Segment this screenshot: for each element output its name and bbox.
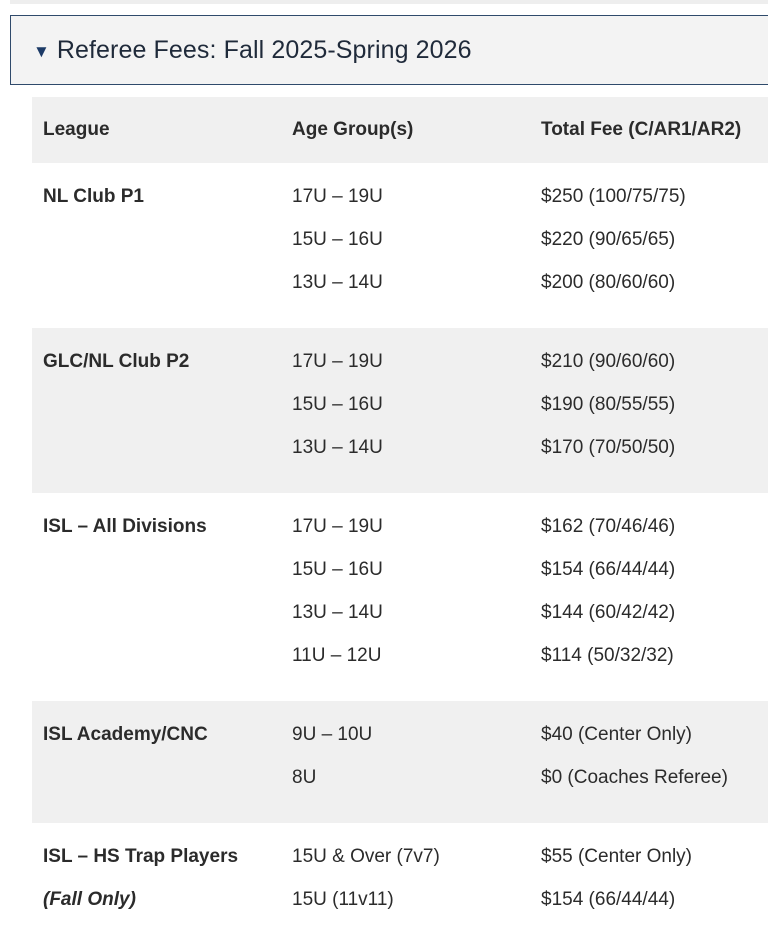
fee-cell: $40 (Center Only) (541, 724, 693, 745)
table-group (32, 823, 768, 945)
table-row (32, 842, 768, 885)
table-row (32, 641, 768, 684)
fee-cell: $200 (80/60/60) (541, 272, 676, 293)
fee-cell: $190 (80/55/55) (541, 394, 676, 415)
fee-cell: $220 (90/65/65) (541, 229, 676, 250)
table-group (32, 328, 768, 493)
top-divider (10, 0, 768, 4)
fee-cell: $144 (60/42/42) (541, 602, 676, 623)
league-name: GLC/NL Club P2 (43, 351, 190, 372)
table-row (32, 885, 768, 928)
league-note: (Fall Only) (43, 889, 136, 910)
table-row (32, 182, 768, 225)
table-row (32, 555, 768, 598)
table-row (32, 433, 768, 476)
age-group-cell: 11U – 12U (292, 645, 382, 666)
fee-cell: $154 (66/44/44) (541, 559, 676, 580)
age-group-cell: 15U & Over (7v7) (292, 846, 440, 867)
table-row (32, 512, 768, 555)
fee-cell: $154 (66/44/44) (541, 889, 676, 910)
fee-cell: $210 (90/60/60) (541, 351, 676, 372)
table-row (32, 763, 768, 806)
league-name: NL Club P1 (43, 186, 144, 207)
age-group-cell: 15U (11v11) (292, 889, 394, 910)
table-row (32, 268, 768, 311)
table-row (32, 390, 768, 433)
age-group-cell: 13U – 14U (292, 272, 383, 293)
fee-cell: $114 (50/32/32) (541, 645, 674, 666)
table-row (32, 598, 768, 641)
fee-cell: $55 (Center Only) (541, 846, 693, 867)
age-group-cell: 17U – 19U (292, 186, 383, 207)
age-group-cell: 17U – 19U (292, 516, 383, 537)
accordion-title: Referee Fees: Fall 2025-Spring 2026 (56, 35, 472, 64)
table-group (32, 701, 768, 823)
table-group (32, 163, 768, 328)
league-name: ISL – HS Trap Players (43, 846, 239, 867)
table-group (32, 493, 768, 701)
age-group-cell: 13U – 14U (292, 437, 383, 458)
fee-cell: $0 (Coaches Referee) (541, 767, 728, 788)
table-row (32, 720, 768, 763)
age-group-cell: 15U – 16U (292, 559, 383, 580)
age-group-cell: 17U – 19U (292, 351, 383, 372)
fee-cell: $170 (70/50/50) (541, 437, 676, 458)
header-total-fee: Total Fee (C/AR1/AR2) (541, 119, 742, 140)
table-row (32, 225, 768, 268)
header-league: League (43, 119, 110, 140)
table-header-row (32, 97, 768, 163)
age-group-cell: 9U – 10U (292, 724, 373, 745)
header-age-groups: Age Group(s) (292, 119, 414, 140)
fee-cell: $162 (70/46/46) (541, 516, 676, 537)
fee-cell: $250 (100/75/75) (541, 186, 686, 207)
referee-fees-table (32, 97, 768, 945)
age-group-cell: 13U – 14U (292, 602, 383, 623)
age-group-cell: 15U – 16U (292, 229, 383, 250)
table-row (32, 347, 768, 390)
age-group-cell: 8U (292, 767, 317, 788)
league-name: ISL – All Divisions (43, 516, 207, 537)
triangle-down-icon: ▼ (33, 41, 50, 61)
age-group-cell: 15U – 16U (292, 394, 383, 415)
league-name: ISL Academy/CNC (43, 724, 208, 745)
referee-fees-accordion-toggle[interactable] (10, 15, 768, 85)
